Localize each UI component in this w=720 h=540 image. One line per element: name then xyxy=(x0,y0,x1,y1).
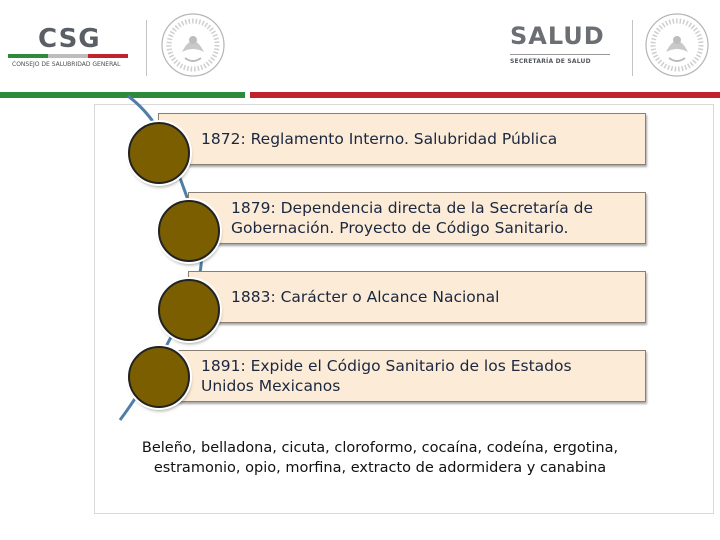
timeline-item xyxy=(188,271,646,323)
timeline-item xyxy=(188,192,646,244)
timeline-item-text: 1883: Carácter o Alcance Nacional xyxy=(231,288,500,306)
timeline-bubble xyxy=(158,279,220,341)
timeline-item xyxy=(158,350,646,402)
csg-subtitle: CONSEJO DE SALUBRIDAD GENERAL xyxy=(12,61,121,68)
timeline-item-text: 1879: Dependencia directa de la Secretaría de Gobernación. Proyecto de Código Sanitario. xyxy=(231,199,594,237)
timeline-bubble xyxy=(128,346,190,408)
timeline-bubble xyxy=(158,200,220,262)
substances-footnote: Beleño, belladona, cicuta, cloroformo, cocaína, codeína, ergotina, estramonio, opio, morfina, extracto de adormidera y canabina xyxy=(141,440,619,476)
timeline-item-text: 1891: Expide el Código Sanitario de los Estados Unidos Mexicanos xyxy=(201,357,572,395)
timeline-item-text: 1872: Reglamento Interno. Salubridad Pública xyxy=(201,130,558,148)
salud-subtitle: SECRETARÍA DE SALUD xyxy=(510,58,591,65)
timeline-bubble xyxy=(128,122,190,184)
salud-logo-text: SALUD xyxy=(510,22,605,50)
timeline-item xyxy=(158,113,646,165)
csg-logo-text: CSG xyxy=(38,24,101,54)
